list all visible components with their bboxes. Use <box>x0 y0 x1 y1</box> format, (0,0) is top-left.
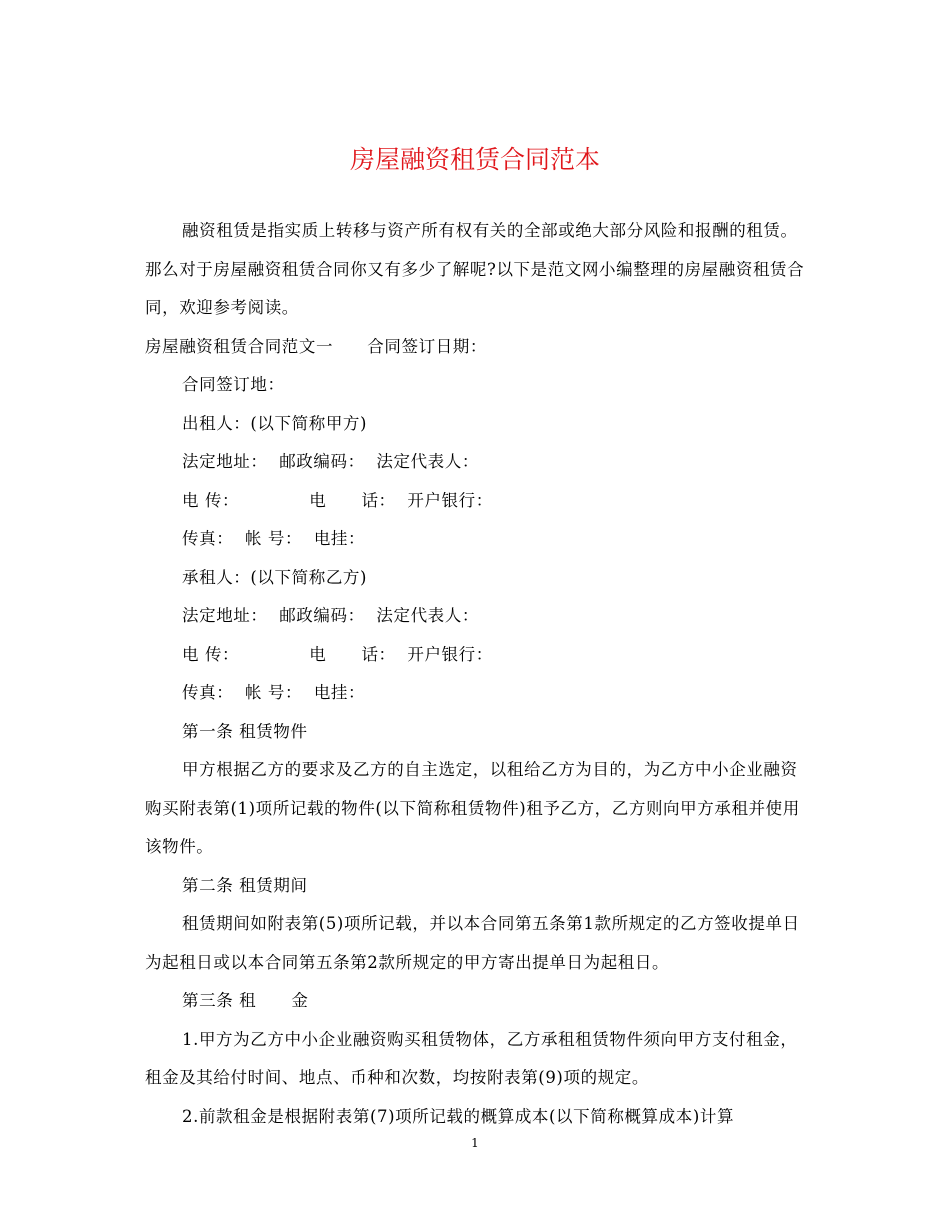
document-body <box>145 212 805 1136</box>
document-title: 房屋融资租赁合同范本 <box>349 145 600 174</box>
page-number: 1 <box>471 1136 479 1150</box>
article2-text: 租赁期间如附表第(5)项所记载，并以本合同第五条第1款所规定的乙方签收提单日为起租日或以本合同第五条第2款所规定的甲方寄出提单日为起租日。 <box>145 914 800 972</box>
sample-heading: 房屋融资租赁合同范文一 合同签订日期： <box>145 336 487 356</box>
intro-paragraph: 融资租赁是指实质上转移与资产所有权有关的全部或绝大部分风险和报酬的租赁。那么对于房屋融资租赁合同你又有多少了解呢?以下是范文网小编整理的房屋融资租赁合同，欢迎参考阅读。 <box>145 221 805 317</box>
article1-text: 甲方根据乙方的要求及乙方的自主选定，以租给乙方为目的，为乙方中小企业融资购买附表第(1)项所记载的物件(以下简称租赁物件)租予乙方，乙方则向甲方承租并使用该物件。 <box>145 760 800 856</box>
lessee-address-field: 法定地址： 邮政编码： 法定代表人： <box>182 606 479 625</box>
article1-heading: 第一条 租赁物件 <box>182 721 308 741</box>
article3-item2: 2.前款租金是根据附表第(7)项所记载的概算成本(以下简称概算成本)计算 <box>182 1106 735 1126</box>
lessor-address-field: 法定地址： 邮政编码： 法定代表人： <box>182 452 479 471</box>
lessor-fax-field: 传真： 帐 号： 电挂： <box>182 529 366 548</box>
article3-heading: 第三条 租 金 <box>182 991 309 1010</box>
lessee-phone-field: 电 传： 电 话： 开户银行： <box>182 644 493 664</box>
lessee-field: 承租人：(以下简称乙方) <box>182 567 368 587</box>
article3-item1: 1.甲方为乙方中小企业融资购买租赁物体，乙方承租租赁物件须向甲方支付租金，租金及其给付时间、地点、币种和次数，均按附表第(9)项的规定。 <box>145 1029 798 1087</box>
sign-place-field: 合同签订地： <box>182 375 285 394</box>
lessee-fax-field: 传真： 帐 号： 电挂： <box>182 683 366 702</box>
lessor-field: 出租人：(以下简称甲方) <box>182 413 368 433</box>
lessor-phone-field: 电 传： 电 话： 开户银行： <box>182 490 493 510</box>
article2-heading: 第二条 租赁期间 <box>182 875 308 895</box>
